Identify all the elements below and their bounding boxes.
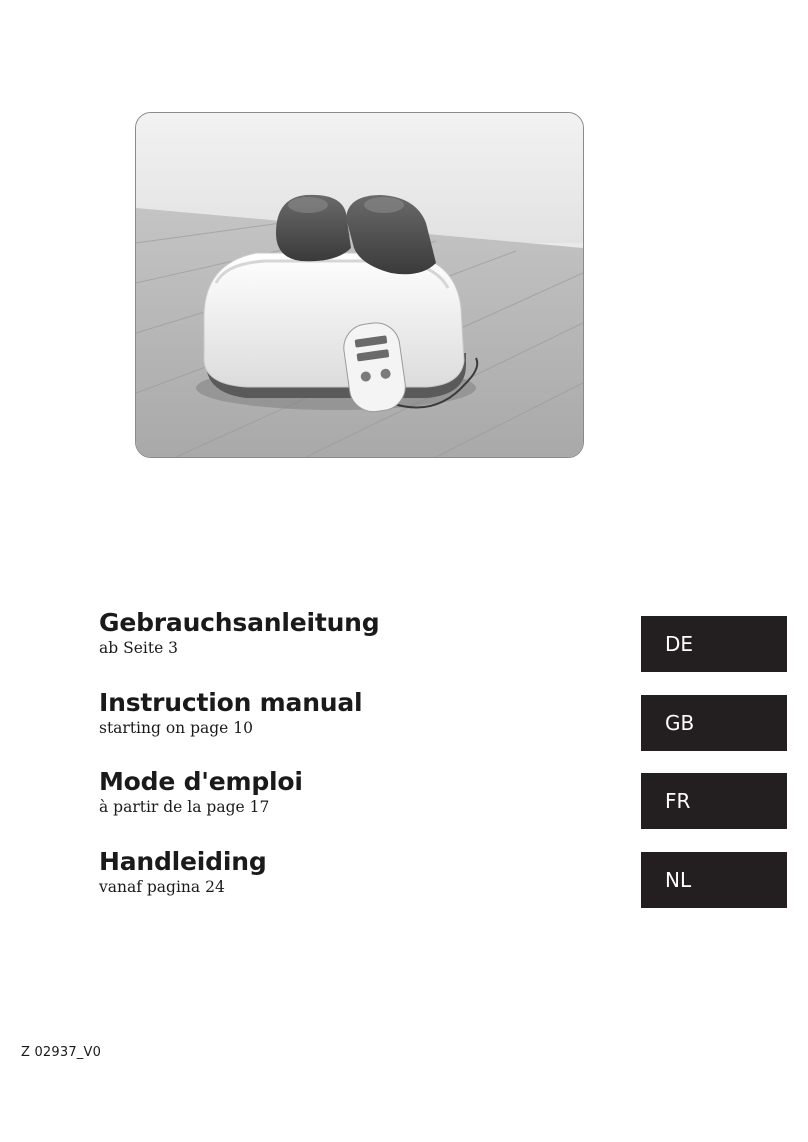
section-subtitle: vanaf pagina 24	[99, 878, 225, 896]
section-subtitle: ab Seite 3	[99, 639, 179, 657]
product-photo	[135, 112, 584, 458]
lang-tab-fr[interactable]: FR	[641, 773, 787, 829]
section-gb	[99, 688, 362, 738]
foot-massager-illustration	[136, 113, 583, 457]
section-fr	[99, 767, 303, 817]
section-subtitle: à partir de la page 17	[99, 798, 270, 816]
section-subtitle: starting on page 10	[99, 719, 254, 737]
lang-tab-gb[interactable]: GB	[641, 695, 787, 751]
section-title: Gebrauchsanleitung	[99, 608, 380, 637]
lang-tab-nl[interactable]: NL	[641, 852, 787, 908]
lang-tab-de[interactable]: DE	[641, 616, 787, 672]
section-title: Instruction manual	[99, 688, 363, 717]
document-code: Z 02937_V0	[21, 1045, 102, 1060]
section-title: Handleiding	[99, 847, 267, 876]
section-nl	[99, 847, 267, 897]
section-de	[99, 608, 379, 658]
section-title: Mode d'emploi	[99, 767, 303, 796]
